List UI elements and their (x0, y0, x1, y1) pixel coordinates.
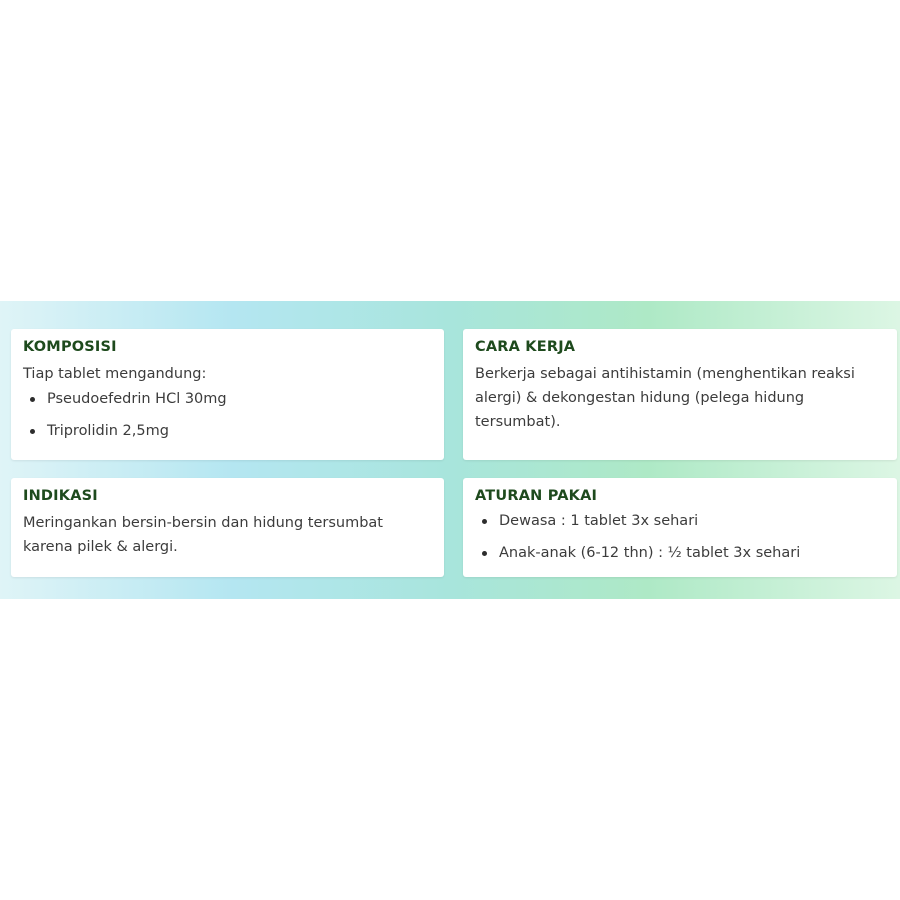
aturan-pakai-card (463, 478, 897, 577)
cara-kerja-card (463, 329, 897, 460)
indikasi-text: Meringankan bersin-bersin dan hidung tersumbat karena pilek & alergi. (23, 515, 383, 555)
list-item-text: Pseudoefedrin HCl 30mg (47, 391, 227, 407)
list-item-text: Dewasa : 1 tablet 3x sehari (499, 513, 699, 529)
cara-kerja-text: Berkerja sebagai antihistamin (menghentikan reaksi alergi) & dekongestan hidung (pelega hidung tersumbat). (475, 366, 855, 430)
list-item (475, 543, 885, 563)
indikasi-title: INDIKASI (23, 488, 98, 504)
aturan-pakai-title: ATURAN PAKAI (475, 488, 598, 504)
list-item (475, 511, 885, 531)
indikasi-card (11, 478, 444, 577)
bullet-icon (30, 429, 35, 434)
komposisi-title: KOMPOSISI (23, 339, 117, 355)
komposisi-card (11, 329, 444, 460)
list-item (23, 389, 432, 409)
komposisi-list (23, 389, 432, 441)
bullet-icon (30, 397, 35, 402)
bullet-icon (482, 551, 487, 556)
aturan-pakai-list (475, 511, 885, 563)
cara-kerja-title: CARA KERJA (475, 339, 576, 355)
list-item-text: Triprolidin 2,5mg (47, 423, 169, 439)
bullet-icon (482, 519, 487, 524)
list-item (23, 421, 432, 441)
komposisi-intro: Tiap tablet mengandung: (23, 366, 207, 382)
list-item-text: Anak-anak (6-12 thn) : ½ tablet 3x sehari (499, 545, 801, 561)
